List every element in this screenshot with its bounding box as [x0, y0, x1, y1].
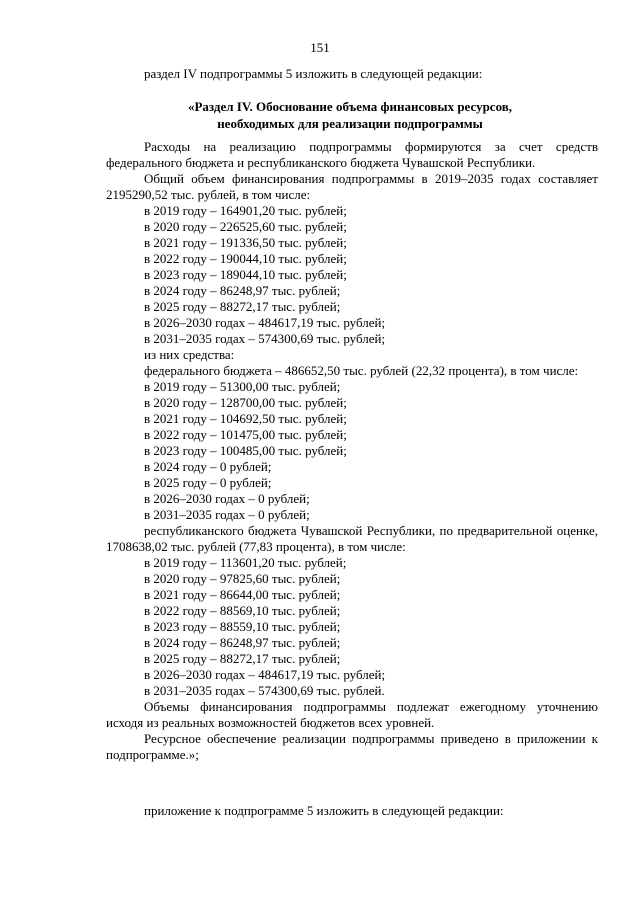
- page-number: 151: [310, 40, 330, 55]
- list-item: в 2020 году – 226525,60 тыс. рублей;: [144, 219, 347, 234]
- of-them-label: из них средства:: [144, 347, 235, 362]
- paragraph-total: Общий объем финансирования подпрограммы в 2019–2035 годах составляет 2195290,52 тыс. рублей, в том числе:: [106, 171, 598, 202]
- list-item: в 2031–2035 годах – 574300,69 тыс. рублей.: [144, 683, 385, 698]
- list-item: в 2026–2030 годах – 484617,19 тыс. рублей;: [144, 667, 386, 682]
- list-item: в 2024 году – 0 рублей;: [144, 459, 272, 474]
- list-item: в 2025 году – 0 рублей;: [144, 475, 272, 490]
- paragraph-volumes: Объемы финансирования подпрограммы подлежат ежегодному уточнению исходя из реальных возможностей бюджетов всех уровней.: [106, 699, 598, 730]
- list-item: в 2031–2035 годах – 574300,69 тыс. рублей;: [144, 331, 386, 346]
- republic-budget-heading: республиканского бюджета Чувашской Республики, по предварительной оценке, 1708638,02 тыс. рублей (77,83 процента), в том числе:: [106, 523, 598, 554]
- federal-budget-heading: федерального бюджета – 486652,50 тыс. рублей (22,32 процента), в том числе:: [144, 363, 579, 378]
- list-item: в 2024 году – 86248,97 тыс. рублей;: [144, 635, 341, 650]
- paragraph-resource: Ресурсное обеспечение реализации подпрограммы приведено в приложении к подпрограмме.»;: [106, 731, 598, 762]
- list-item: в 2020 году – 97825,60 тыс. рублей;: [144, 571, 341, 586]
- intro-instruction: раздел IV подпрограммы 5 изложить в следующей редакции:: [144, 66, 483, 81]
- list-item: в 2023 году – 189044,10 тыс. рублей;: [144, 267, 347, 282]
- list-item: в 2021 году – 104692,50 тыс. рублей;: [144, 411, 347, 426]
- list-item: в 2022 году – 88569,10 тыс. рублей;: [144, 603, 341, 618]
- total-years-list: [106, 203, 598, 347]
- republic-years-list: [106, 555, 598, 699]
- federal-years-list: [106, 379, 598, 523]
- list-item: в 2026–2030 годах – 484617,19 тыс. рублей;: [144, 315, 386, 330]
- list-item: в 2020 году – 128700,00 тыс. рублей;: [144, 395, 347, 410]
- list-item: в 2019 году – 51300,00 тыс. рублей;: [144, 379, 341, 394]
- list-item: в 2025 году – 88272,17 тыс. рублей;: [144, 299, 341, 314]
- list-item: в 2023 году – 88559,10 тыс. рублей;: [144, 619, 341, 634]
- list-item: в 2031–2035 годах – 0 рублей;: [144, 507, 310, 522]
- section-heading-line-2: необходимых для реализации подпрограммы: [217, 116, 483, 131]
- list-item: в 2019 году – 113601,20 тыс. рублей;: [144, 555, 347, 570]
- list-item: в 2021 году – 191336,50 тыс. рублей;: [144, 235, 347, 250]
- list-item: в 2025 году – 88272,17 тыс. рублей;: [144, 651, 341, 666]
- list-item: в 2023 году – 100485,00 тыс. рублей;: [144, 443, 347, 458]
- section-body: [106, 139, 598, 763]
- list-item: в 2022 году – 190044,10 тыс. рублей;: [144, 251, 347, 266]
- list-item: в 2021 году – 86644,00 тыс. рублей;: [144, 587, 341, 602]
- section-heading-line-1: «Раздел IV. Обоснование объема финансовых ресурсов,: [187, 99, 513, 114]
- paragraph-expenses: Расходы на реализацию подпрограммы формируются за счет средств федерального бюджета и республиканского бюджета Чувашской Республики.: [106, 139, 598, 170]
- section-heading: [100, 98, 600, 132]
- outro-instruction: приложение к подпрограмме 5 изложить в следующей редакции:: [144, 803, 504, 818]
- list-item: в 2022 году – 101475,00 тыс. рублей;: [144, 427, 347, 442]
- list-item: в 2019 году – 164901,20 тыс. рублей;: [144, 203, 347, 218]
- list-item: в 2026–2030 годах – 0 рублей;: [144, 491, 310, 506]
- list-item: в 2024 году – 86248,97 тыс. рублей;: [144, 283, 341, 298]
